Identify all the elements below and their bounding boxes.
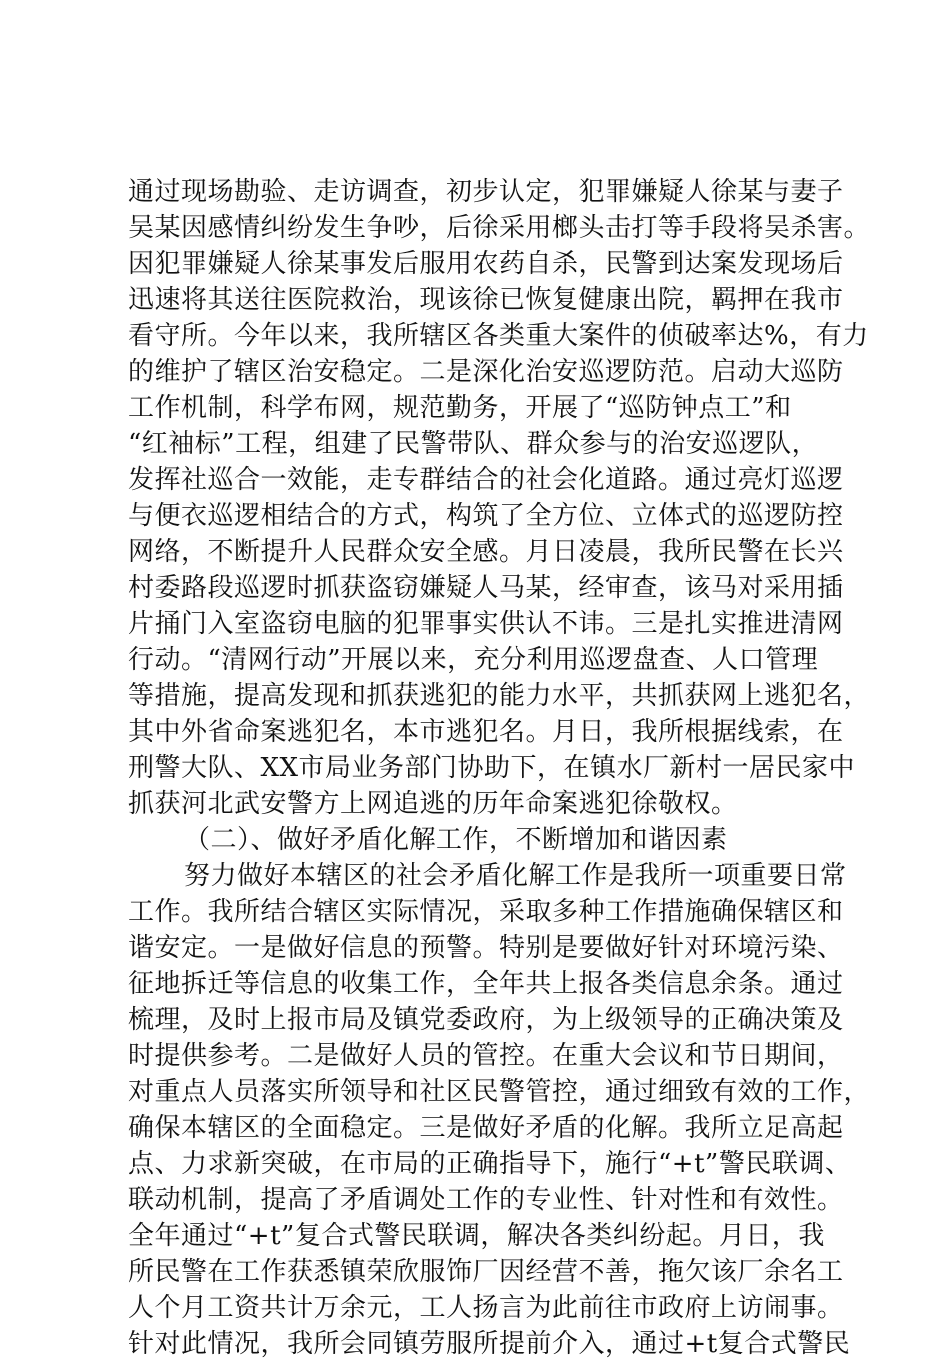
body-text-line: 片捅门入室盗窃电脑的犯罪事实供认不讳。三是扎实推进清网 <box>128 609 844 639</box>
body-text-line: 确保本辖区的全面稳定。三是做好矛盾的化解。我所立足高起 <box>128 1113 844 1143</box>
paragraph-first-line: 努力做好本辖区的社会矛盾化解工作是我所一项重要日常 <box>184 861 847 891</box>
body-text-line: “红袖标”工程，组建了民警带队、群众参与的治安巡逻队， <box>128 429 819 459</box>
body-text-line: 全年通过“+t”复合式警民联调，解决各类纠纷起。月日，我 <box>128 1221 825 1251</box>
body-text-line: 通过现场勘验、走访调查，初步认定，犯罪嫌疑人徐某与妻子 <box>128 177 844 207</box>
body-text-line: 的维护了辖区治安稳定。二是深化治安巡逻防范。启动大巡防 <box>128 357 844 387</box>
body-text-line: 联动机制，提高了矛盾调处工作的专业性、针对性和有效性。 <box>128 1185 844 1215</box>
body-text-line: 抓获河北武安警方上网追逃的历年命案逃犯徐敬权。 <box>128 789 738 819</box>
body-text-line: 人个月工资共计万余元，工人扬言为此前往市政府上访闹事。 <box>128 1293 844 1323</box>
body-text-line: 村委路段巡逻时抓获盗窃嫌疑人马某，经审查，该马对采用插 <box>128 573 844 603</box>
body-text-line: 征地拆迁等信息的收集工作，全年共上报各类信息余条。通过 <box>128 969 844 999</box>
body-text-line: 谐安定。一是做好信息的预警。特别是要做好针对环境污染、 <box>128 933 844 963</box>
body-text-line: 对重点人员落实所领导和社区民警管控，通过细致有效的工作， <box>128 1077 871 1107</box>
body-text-line: 等措施，提高发现和抓获逃犯的能力水平，共抓获网上逃犯名， <box>128 681 871 711</box>
body-text-line: 针对此情况，我所会同镇劳服所提前介入，通过+t复合式警民 <box>128 1329 851 1359</box>
body-text-line: 网络，不断提升人民群众安全感。月日凌晨，我所民警在长兴 <box>128 537 844 567</box>
body-text-line: 刑警大队、XX市局业务部门协助下，在镇水厂新村一居民家中 <box>128 753 856 783</box>
body-text-line: 与便衣巡逻相结合的方式，构筑了全方位、立体式的巡逻防控 <box>128 501 844 531</box>
body-text-line: 发挥社巡合一效能，走专群结合的社会化道路。通过亮灯巡逻 <box>128 465 844 495</box>
body-text-line: 因犯罪嫌疑人徐某事发后服用农药自杀，民警到达案发现场后 <box>128 249 844 279</box>
body-text-line: 吴某因感情纠纷发生争吵，后徐采用榔头击打等手段将吴杀害。 <box>128 213 871 243</box>
body-text-line: 看守所。今年以来，我所辖区各类重大案件的侦破率达%，有力 <box>128 321 869 351</box>
section-heading: （二）、做好矛盾化解工作，不断增加和谐因素 <box>184 825 728 855</box>
body-text-line: 梳理，及时上报市局及镇党委政府，为上级领导的正确决策及 <box>128 1005 844 1035</box>
body-text-line: 时提供参考。二是做好人员的管控。在重大会议和节日期间， <box>128 1041 844 1071</box>
body-text-line: 工作。我所结合辖区实际情况，采取多种工作措施确保辖区和 <box>128 897 844 927</box>
body-text-line: 点、力求新突破，在市局的正确指导下，施行“+t”警民联调、 <box>128 1149 852 1179</box>
body-text-line: 行动。“清网行动”开展以来，充分利用巡逻盘查、人口管理 <box>128 645 819 675</box>
body-text-line: 迅速将其送往医院救治，现该徐已恢复健康出院，羁押在我市 <box>128 285 844 315</box>
body-text-line: 其中外省命案逃犯名，本市逃犯名。月日，我所根据线索，在 <box>128 717 844 747</box>
body-text-line: 工作机制，科学布网，规范勤务，开展了“巡防钟点工”和 <box>128 393 792 423</box>
body-text-line: 所民警在工作获悉镇荣欣服饰厂因经营不善，拖欠该厂余名工 <box>128 1257 844 1287</box>
